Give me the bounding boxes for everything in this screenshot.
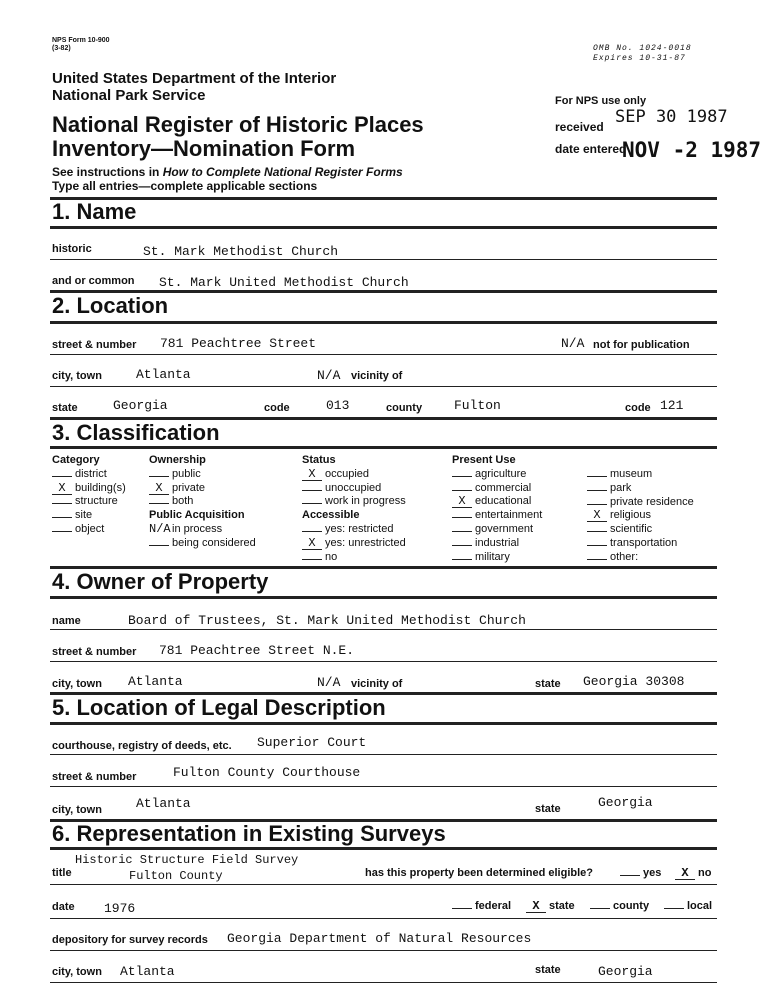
checkbox-commercial[interactable]: commercial [452, 482, 542, 496]
present-use-column-2 [587, 468, 694, 565]
checkbox-unoccupied[interactable]: unoccupied [302, 482, 406, 496]
depository-state-label: state [535, 964, 561, 976]
instructions-line2: Type all entries—complete applicable sections [52, 179, 318, 193]
legal-street-label: street & number [52, 771, 137, 783]
checkbox-no[interactable]: no [302, 551, 406, 565]
date-entered-label: date entered [555, 142, 627, 156]
received-stamp: SEP 30 1987 [615, 107, 728, 127]
vicinity-mark: N/A [317, 368, 341, 383]
survey-date-label: date [52, 901, 75, 913]
state-value: Georgia [113, 398, 168, 413]
eligible-no[interactable]: X no [675, 867, 711, 880]
checkbox-educational[interactable]: X educational [452, 495, 542, 509]
legal-state-label: state [535, 803, 561, 815]
owner-vicinity-mark: N/A [317, 675, 341, 690]
field-rule [50, 884, 717, 885]
checkbox-agriculture[interactable]: agriculture [452, 468, 542, 482]
form-title-line1: National Register of Historic Places [52, 112, 424, 137]
section-5-title: 5. Location of Legal Description [52, 695, 386, 720]
code-label: code [264, 402, 290, 414]
checkbox-private-residence[interactable]: private residence [587, 496, 694, 510]
checkbox-private[interactable]: X private [149, 482, 256, 496]
checkbox-being-considered[interactable]: being considered [149, 537, 256, 551]
section-rule [50, 321, 717, 324]
form-id: NPS Form 10-900 [52, 37, 110, 44]
survey-federal[interactable]: federal [452, 900, 511, 912]
eligible-yes[interactable]: yes [620, 867, 661, 879]
owner-vicinity-label: vicinity of [351, 678, 403, 690]
accessible-heading: Accessible [302, 509, 360, 522]
owner-state-label: state [535, 678, 561, 690]
form-title-line2: Inventory—Nomination Form [52, 136, 356, 161]
eligible-question: has this property been determined eligible? [365, 867, 593, 879]
checkbox-museum[interactable]: museum [587, 468, 694, 482]
ownership-column [149, 454, 256, 551]
street-number-label: street & number [52, 339, 137, 351]
county-label: county [386, 402, 423, 414]
vicinity-label: vicinity of [351, 370, 403, 382]
checkbox-public[interactable]: public [149, 468, 256, 482]
status-heading: Status [302, 454, 336, 466]
field-rule [50, 982, 717, 983]
depository-city-label: city, town [52, 966, 102, 978]
owner-name-label: name [52, 615, 81, 627]
checkbox-military[interactable]: military [452, 551, 542, 565]
city-label: city, town [52, 370, 102, 382]
omb-expires: Expires 10-31-87 [593, 54, 686, 63]
county-code-label: code [625, 402, 651, 414]
present-use-heading: Present Use [452, 454, 516, 466]
courthouse-label: courthouse, registry of deeds, etc. [52, 740, 232, 752]
form-revision: (3-82) [52, 45, 71, 52]
checkbox-district[interactable]: district [52, 468, 126, 482]
present-use-column [452, 454, 542, 564]
checkbox-other[interactable]: other: [587, 551, 694, 565]
depository-state-value: Georgia [598, 964, 653, 979]
checkbox-government[interactable]: government [452, 523, 542, 537]
survey-title-label: title [52, 867, 72, 879]
checkbox-yes-restricted[interactable]: yes: restricted [302, 523, 406, 537]
common-name-value: St. Mark United Methodist Church [159, 275, 409, 290]
field-rule [50, 786, 717, 787]
depository-city-value: Atlanta [120, 964, 175, 979]
county-code-value: 121 [660, 398, 684, 413]
depository-value: Georgia Department of Natural Resources [227, 931, 532, 946]
public-acquisition-heading: Public Acquisition [149, 509, 245, 522]
section-6-title: 6. Representation in Existing Surveys [52, 821, 446, 846]
checkbox-scientific[interactable]: scientific [587, 523, 694, 537]
survey-date-value: 1976 [104, 901, 136, 916]
not-for-publication-label: not for publication [593, 339, 690, 351]
not-for-publication-mark: N/A [561, 336, 585, 351]
section-1-title: 1. Name [52, 199, 137, 224]
field-rule [50, 354, 717, 355]
checkbox-park[interactable]: park [587, 482, 694, 496]
survey-title-value-line1: Historic Structure Field Survey [75, 853, 299, 867]
checkbox-buildings[interactable]: X building(s) [52, 482, 126, 496]
department-name: United States Department of the Interior [52, 70, 337, 87]
owner-city-label: city, town [52, 678, 102, 690]
field-rule [50, 950, 717, 951]
survey-state[interactable]: X state [526, 900, 575, 913]
field-rule [50, 918, 717, 919]
legal-city-label: city, town [52, 804, 102, 816]
county-value: Fulton [454, 398, 501, 413]
ownership-heading: Ownership [149, 454, 206, 466]
category-heading: Category [52, 454, 100, 466]
depository-label: depository for survey records [52, 934, 208, 946]
common-label: and or common [52, 275, 135, 287]
checkbox-yes-unrestricted[interactable]: X yes: unrestricted [302, 537, 406, 551]
courthouse-value: Superior Court [257, 735, 367, 750]
street-value: 781 Peachtree Street [160, 336, 317, 351]
section-rule [50, 722, 717, 725]
section-2-title: 2. Location [52, 293, 169, 318]
checkbox-work-in-progress[interactable]: work in progress [302, 495, 406, 509]
checkbox-in-process[interactable]: N/Ain process [149, 521, 223, 536]
survey-title-value-line2: Fulton County [129, 869, 223, 883]
checkbox-object[interactable]: object [52, 523, 126, 537]
checkbox-transportation[interactable]: transportation [587, 537, 694, 551]
owner-name-value: Board of Trustees, St. Mark United Methodist Church [128, 613, 526, 628]
owner-street-value: 781 Peachtree Street N.E. [159, 643, 355, 658]
received-label: received [555, 120, 604, 134]
omb-number: OMB No. 1024-0018 [593, 44, 692, 53]
owner-street-label: street & number [52, 646, 137, 658]
field-rule [50, 661, 717, 662]
field-rule [50, 259, 717, 260]
status-column [302, 454, 406, 564]
category-column [52, 454, 126, 537]
instructions-line1: See instructions in How to Complete National Register Forms [52, 165, 403, 179]
survey-county[interactable]: county [590, 900, 649, 912]
section-rule [50, 226, 717, 229]
section-rule [50, 847, 717, 850]
legal-city-value: Atlanta [136, 796, 191, 811]
state-code-value: 013 [326, 398, 350, 413]
legal-state-value: Georgia [598, 795, 653, 810]
checkbox-both[interactable]: both [149, 495, 256, 509]
checkbox-entertainment[interactable]: entertainment [452, 509, 542, 523]
field-rule [50, 754, 717, 755]
section-3-title: 3. Classification [52, 420, 220, 445]
state-label: state [52, 402, 78, 414]
field-rule [50, 629, 717, 630]
owner-state-value: Georgia 30308 [583, 674, 685, 689]
section-rule [50, 197, 717, 200]
owner-city-value: Atlanta [128, 674, 183, 689]
field-rule [50, 386, 717, 387]
nps-use-heading: For NPS use only [555, 95, 647, 107]
section-rule [50, 596, 717, 599]
city-value: Atlanta [136, 367, 191, 382]
date-entered-stamp: NOV -2 1987 [622, 138, 762, 162]
section-rule [50, 446, 717, 449]
legal-street-value: Fulton County Courthouse [173, 765, 361, 780]
checkbox-structure[interactable]: structure [52, 495, 126, 509]
checkbox-industrial[interactable]: industrial [452, 537, 542, 551]
historic-label: historic [52, 243, 92, 255]
checkbox-site[interactable]: site [52, 509, 126, 523]
checkbox-occupied[interactable]: X occupied [302, 468, 406, 482]
agency-name: National Park Service [52, 87, 206, 104]
historic-name-value: St. Mark Methodist Church [143, 244, 339, 259]
checkbox-religious[interactable]: X religious [587, 509, 694, 523]
survey-local[interactable]: local [664, 900, 712, 912]
section-4-title: 4. Owner of Property [52, 569, 269, 594]
